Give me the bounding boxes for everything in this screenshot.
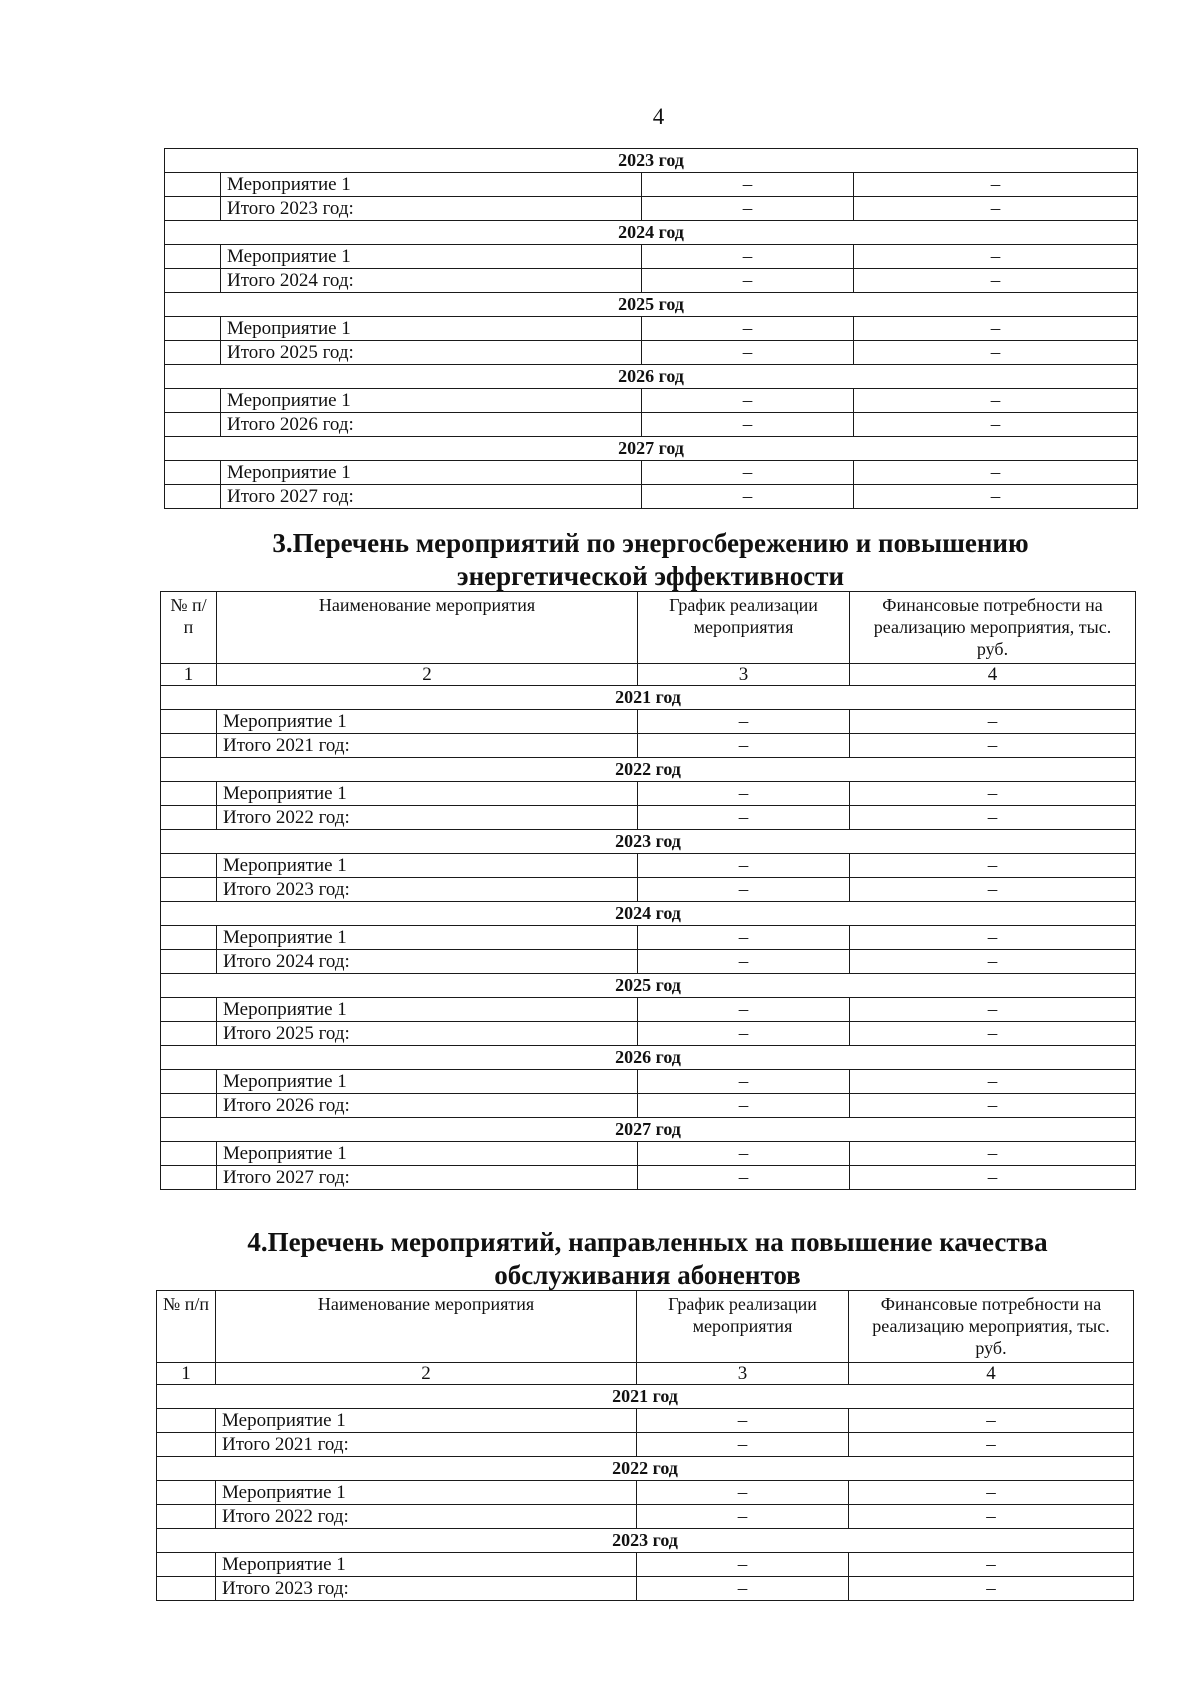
event-name-cell: Мероприятие 1 [216, 1481, 637, 1505]
finance-cell: – [850, 806, 1136, 830]
table-row [165, 173, 1138, 197]
event-name-cell: Итого 2026 год: [221, 413, 642, 437]
row-number-cell [161, 806, 217, 830]
finance-cell: – [849, 1481, 1134, 1505]
row-number-cell [161, 1142, 217, 1166]
event-name-cell: Мероприятие 1 [221, 245, 642, 269]
schedule-cell: – [638, 950, 850, 974]
schedule-cell: – [638, 782, 850, 806]
header-row [161, 592, 1136, 664]
header-name: Наименование мероприятия [216, 1291, 637, 1363]
table-row [165, 461, 1138, 485]
row-number-cell [165, 317, 221, 341]
row-number-cell [165, 173, 221, 197]
row-number-cell [165, 413, 221, 437]
finance-cell: – [854, 245, 1138, 269]
finance-cell: – [849, 1505, 1134, 1529]
schedule-cell: – [638, 998, 850, 1022]
year-header-row [157, 1385, 1134, 1409]
schedule-cell: – [637, 1481, 849, 1505]
row-number-cell [161, 734, 217, 758]
event-name-cell: Итого 2023 год: [217, 878, 638, 902]
schedule-cell: – [638, 710, 850, 734]
total-row [161, 1022, 1136, 1046]
total-row [161, 878, 1136, 902]
row-number-cell [161, 854, 217, 878]
table-row [161, 1070, 1136, 1094]
finance-cell: – [854, 389, 1138, 413]
finance-cell: – [850, 926, 1136, 950]
total-row [165, 413, 1138, 437]
finance-cell: – [854, 485, 1138, 509]
year-label: 2027 год [165, 437, 1138, 461]
total-row [165, 341, 1138, 365]
total-row [165, 269, 1138, 293]
year-header-row [161, 686, 1136, 710]
row-number-cell [165, 389, 221, 413]
schedule-cell: – [637, 1577, 849, 1601]
schedule-cell: – [642, 461, 854, 485]
column-number: 3 [638, 664, 850, 686]
column-number: 1 [157, 1363, 216, 1385]
event-name-cell: Итого 2023 год: [216, 1577, 637, 1601]
year-header-row [165, 221, 1138, 245]
year-label: 2026 год [165, 365, 1138, 389]
column-number: 1 [161, 664, 217, 686]
section-4-title [160, 1226, 1135, 1292]
event-name-cell: Мероприятие 1 [217, 710, 638, 734]
header-name: Наименование мероприятия [217, 592, 638, 664]
event-name-cell: Мероприятие 1 [217, 998, 638, 1022]
year-label: 2021 год [157, 1385, 1134, 1409]
schedule-cell: – [638, 878, 850, 902]
finance-cell: – [854, 413, 1138, 437]
finance-cell: – [854, 461, 1138, 485]
schedule-cell: – [642, 485, 854, 509]
finance-cell: – [854, 269, 1138, 293]
header-finance: Финансовые потребности на реализацию мероприятия, тыс. руб. [849, 1291, 1134, 1363]
finance-cell: – [854, 317, 1138, 341]
section-3-table-body [161, 686, 1136, 1190]
event-name-cell: Итого 2021 год: [217, 734, 638, 758]
row-number-cell [161, 1022, 217, 1046]
table-row [161, 710, 1136, 734]
row-number-cell [157, 1409, 216, 1433]
continuation-table-block [164, 148, 1137, 509]
table-row [157, 1553, 1134, 1577]
event-name-cell: Итого 2022 год: [217, 806, 638, 830]
section-3-table-block [160, 591, 1135, 1190]
year-header-row [165, 149, 1138, 173]
year-header-row [161, 902, 1136, 926]
schedule-cell: – [642, 173, 854, 197]
year-label: 2025 год [165, 293, 1138, 317]
year-header-row [165, 293, 1138, 317]
finance-cell: – [850, 710, 1136, 734]
finance-cell: – [850, 734, 1136, 758]
event-name-cell: Мероприятие 1 [217, 1070, 638, 1094]
row-number-cell [157, 1481, 216, 1505]
total-row [165, 485, 1138, 509]
event-name-cell: Итого 2023 год: [221, 197, 642, 221]
schedule-cell: – [642, 413, 854, 437]
row-number-cell [161, 1094, 217, 1118]
header-schedule: График реализации мероприятия [637, 1291, 849, 1363]
schedule-cell: – [638, 734, 850, 758]
finance-cell: – [849, 1553, 1134, 1577]
year-header-row [165, 437, 1138, 461]
table-row [161, 1142, 1136, 1166]
finance-cell: – [849, 1433, 1134, 1457]
schedule-cell: – [638, 854, 850, 878]
finance-cell: – [850, 1094, 1136, 1118]
event-name-cell: Итого 2022 год: [216, 1505, 637, 1529]
total-row [157, 1577, 1134, 1601]
section-4-title-line1: 4.Перечень мероприятий, направленных на повышение качества [247, 1227, 1048, 1257]
row-number-cell [161, 998, 217, 1022]
section-4-table-body [157, 1385, 1134, 1601]
event-name-cell: Мероприятие 1 [217, 854, 638, 878]
event-name-cell: Итого 2025 год: [221, 341, 642, 365]
year-label: 2021 год [161, 686, 1136, 710]
year-header-row [157, 1457, 1134, 1481]
section-3-title-line1: 3.Перечень мероприятий по энергосбережению и повышению [272, 528, 1029, 558]
row-number-cell [161, 1070, 217, 1094]
schedule-cell: – [638, 806, 850, 830]
row-number-cell [157, 1433, 216, 1457]
schedule-cell: – [638, 926, 850, 950]
year-label: 2022 год [157, 1457, 1134, 1481]
year-header-row [161, 830, 1136, 854]
year-label: 2024 год [165, 221, 1138, 245]
total-row [157, 1433, 1134, 1457]
event-name-cell: Мероприятие 1 [221, 461, 642, 485]
total-row [161, 806, 1136, 830]
header-num: № п/п [161, 592, 217, 664]
finance-cell: – [850, 878, 1136, 902]
table-row [161, 926, 1136, 950]
row-number-cell [165, 485, 221, 509]
schedule-cell: – [638, 1142, 850, 1166]
page-number: 4 [652, 104, 665, 129]
table-row [161, 782, 1136, 806]
header-num: № п/п [157, 1291, 216, 1363]
section-3-title-line2: энергетической эффективности [456, 561, 845, 591]
schedule-cell: – [637, 1553, 849, 1577]
event-name-cell: Итого 2027 год: [217, 1166, 638, 1190]
year-header-row [161, 758, 1136, 782]
event-name-cell: Мероприятие 1 [217, 926, 638, 950]
year-label: 2023 год [161, 830, 1136, 854]
row-number-cell [161, 710, 217, 734]
finance-cell: – [850, 1166, 1136, 1190]
row-number-cell [161, 950, 217, 974]
schedule-cell: – [637, 1409, 849, 1433]
row-number-cell [161, 782, 217, 806]
table-row [157, 1481, 1134, 1505]
year-header-row [161, 974, 1136, 998]
finance-cell: – [850, 854, 1136, 878]
row-number-cell [157, 1553, 216, 1577]
year-label: 2027 год [161, 1118, 1136, 1142]
schedule-cell: – [642, 317, 854, 341]
finance-cell: – [850, 782, 1136, 806]
event-name-cell: Мероприятие 1 [216, 1553, 637, 1577]
finance-cell: – [850, 1142, 1136, 1166]
event-name-cell: Мероприятие 1 [221, 317, 642, 341]
year-header-row [165, 365, 1138, 389]
row-number-cell [165, 341, 221, 365]
table-row [165, 317, 1138, 341]
schedule-cell: – [637, 1433, 849, 1457]
row-number-cell [165, 461, 221, 485]
continuation-table [164, 148, 1138, 509]
schedule-cell: – [637, 1505, 849, 1529]
table-row [157, 1409, 1134, 1433]
row-number-cell [165, 269, 221, 293]
total-row [157, 1505, 1134, 1529]
finance-cell: – [854, 173, 1138, 197]
year-label: 2025 год [161, 974, 1136, 998]
column-number: 3 [637, 1363, 849, 1385]
total-row [161, 1094, 1136, 1118]
finance-cell: – [850, 950, 1136, 974]
finance-cell: – [849, 1577, 1134, 1601]
event-name-cell: Итого 2025 год: [217, 1022, 638, 1046]
year-label: 2026 год [161, 1046, 1136, 1070]
schedule-cell: – [638, 1094, 850, 1118]
year-label: 2022 год [161, 758, 1136, 782]
year-label: 2023 год [157, 1529, 1134, 1553]
total-row [161, 1166, 1136, 1190]
row-number-cell [161, 926, 217, 950]
table-row [165, 389, 1138, 413]
year-label: 2024 год [161, 902, 1136, 926]
schedule-cell: – [642, 245, 854, 269]
total-row [165, 197, 1138, 221]
column-number: 4 [850, 664, 1136, 686]
finance-cell: – [850, 1022, 1136, 1046]
schedule-cell: – [642, 197, 854, 221]
event-name-cell: Мероприятие 1 [217, 782, 638, 806]
column-number-row [157, 1363, 1134, 1385]
year-label: 2023 год [165, 149, 1138, 173]
event-name-cell: Мероприятие 1 [221, 389, 642, 413]
row-number-cell [157, 1577, 216, 1601]
total-row [161, 734, 1136, 758]
header-row [157, 1291, 1134, 1363]
year-header-row [161, 1118, 1136, 1142]
column-number: 4 [849, 1363, 1134, 1385]
column-number: 2 [217, 664, 638, 686]
finance-cell: – [854, 197, 1138, 221]
finance-cell: – [849, 1409, 1134, 1433]
section-4-title-line2: обслуживания абонентов [494, 1260, 801, 1290]
table-row [161, 998, 1136, 1022]
continuation-table-body [165, 149, 1138, 509]
schedule-cell: – [642, 341, 854, 365]
row-number-cell [165, 197, 221, 221]
table-row [161, 854, 1136, 878]
schedule-cell: – [638, 1070, 850, 1094]
finance-cell: – [854, 341, 1138, 365]
column-number: 2 [216, 1363, 637, 1385]
event-name-cell: Мероприятие 1 [217, 1142, 638, 1166]
event-name-cell: Итого 2024 год: [221, 269, 642, 293]
schedule-cell: – [642, 269, 854, 293]
event-name-cell: Мероприятие 1 [216, 1409, 637, 1433]
section-3-table [160, 591, 1136, 1190]
event-name-cell: Итого 2026 год: [217, 1094, 638, 1118]
finance-cell: – [850, 998, 1136, 1022]
section-4-table [156, 1290, 1134, 1601]
section-4-table-block [156, 1290, 1133, 1601]
schedule-cell: – [638, 1166, 850, 1190]
header-schedule: График реализации мероприятия [638, 592, 850, 664]
section-3-title [164, 527, 1137, 593]
event-name-cell: Итого 2021 год: [216, 1433, 637, 1457]
schedule-cell: – [638, 1022, 850, 1046]
total-row [161, 950, 1136, 974]
row-number-cell [161, 878, 217, 902]
row-number-cell [165, 245, 221, 269]
header-finance: Финансовые потребности на реализацию мероприятия, тыс. руб. [850, 592, 1136, 664]
row-number-cell [161, 1166, 217, 1190]
event-name-cell: Итого 2024 год: [217, 950, 638, 974]
table-row [165, 245, 1138, 269]
column-number-row [161, 664, 1136, 686]
schedule-cell: – [642, 389, 854, 413]
finance-cell: – [850, 1070, 1136, 1094]
row-number-cell [157, 1505, 216, 1529]
event-name-cell: Итого 2027 год: [221, 485, 642, 509]
year-header-row [161, 1046, 1136, 1070]
event-name-cell: Мероприятие 1 [221, 173, 642, 197]
year-header-row [157, 1529, 1134, 1553]
